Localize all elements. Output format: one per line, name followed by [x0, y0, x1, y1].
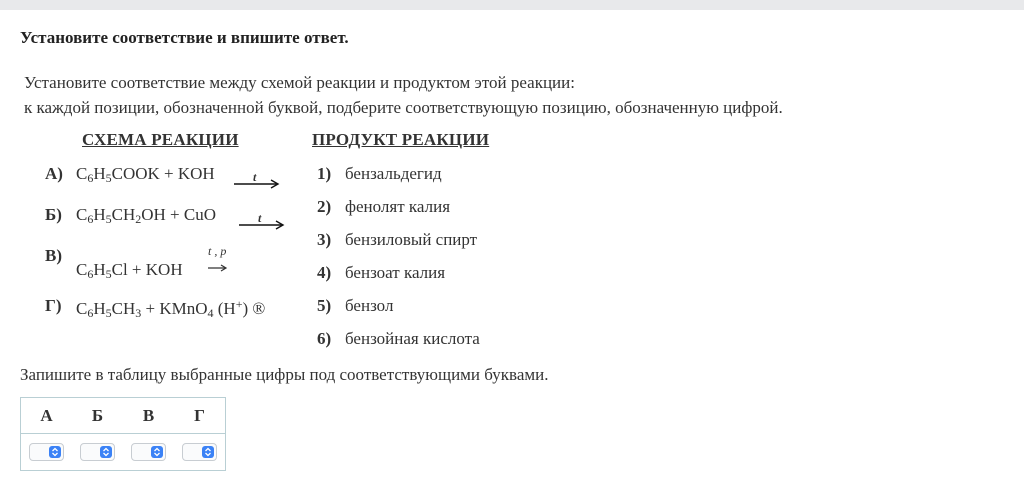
reaction-letter-b: Б) [45, 205, 62, 224]
reaction-symbol-d: ® [252, 299, 266, 318]
product-number: 6) [317, 329, 332, 348]
reaction-formula-b: $C_6H_5CH_2OH$ + CuO [76, 205, 217, 226]
intro-line-2: к каждой позиции, обозначенной буквой, подберите соответствующую позицию, обозначенную цифрой. [24, 98, 783, 117]
task-intro [24, 70, 783, 120]
product-text: фенолят калия [345, 197, 451, 216]
reaction-arrow-b [238, 219, 286, 231]
answer-select-c[interactable] [131, 443, 166, 461]
reaction-condition-a: t [253, 170, 257, 184]
chevron-updown-icon [49, 446, 61, 458]
product-text: бензальдегид [345, 164, 442, 183]
intro-line-1: Установите соответствие между схемой реакции и продуктом этой реакции: [24, 73, 575, 92]
product-number: 4) [317, 263, 332, 282]
product-number: 5) [317, 296, 332, 315]
chevron-updown-icon [151, 446, 163, 458]
reaction-arrow-c [207, 262, 229, 274]
answer-table [20, 397, 226, 471]
reaction-letter-c: В) [45, 246, 62, 265]
reaction-formula-c: $C_6H_5Cl$ + KOH [76, 260, 183, 281]
chevron-updown-icon [100, 446, 112, 458]
answer-select-d[interactable] [182, 443, 217, 461]
answer-instruction: Запишите в таблицу выбранные цифры под соответствующими буквами. [20, 365, 549, 384]
reaction-condition-c: t , p [208, 244, 227, 258]
product-text: бензиловый спирт [345, 230, 478, 249]
column-header-products: ПРОДУКТ РЕАКЦИИ [312, 130, 490, 149]
reaction-condition-b: t [258, 211, 262, 225]
product-text: бензол [345, 296, 394, 315]
answer-select-b[interactable] [80, 443, 115, 461]
reaction-letter-a: А) [45, 164, 63, 183]
product-number: 2) [317, 197, 332, 216]
reaction-formula-a: $C_6H_5COOK$ + KOH [76, 164, 215, 185]
answer-header-d: Г [174, 398, 226, 434]
product-text: бензоат калия [345, 263, 446, 282]
reaction-letter-d: Г) [45, 296, 62, 315]
product-text: бензойная кислота [345, 329, 480, 348]
answer-header-c: В [123, 398, 174, 434]
product-number: 3) [317, 230, 332, 249]
reaction-arrow-a [233, 178, 281, 190]
answer-select-a[interactable] [29, 443, 64, 461]
task-heading: Установите соответствие и впишите ответ. [20, 28, 349, 47]
chevron-updown-icon [202, 446, 214, 458]
top-bar [0, 0, 1024, 10]
answer-header-b: Б [72, 398, 123, 434]
answer-header-a: А [21, 398, 73, 434]
product-number: 1) [317, 164, 332, 183]
reaction-formula-d: $C_6H_5CH_3$ + KMnO$_4$ (H+) ® [76, 297, 266, 320]
column-header-schemes: СХЕМА РЕАКЦИИ [82, 130, 239, 149]
